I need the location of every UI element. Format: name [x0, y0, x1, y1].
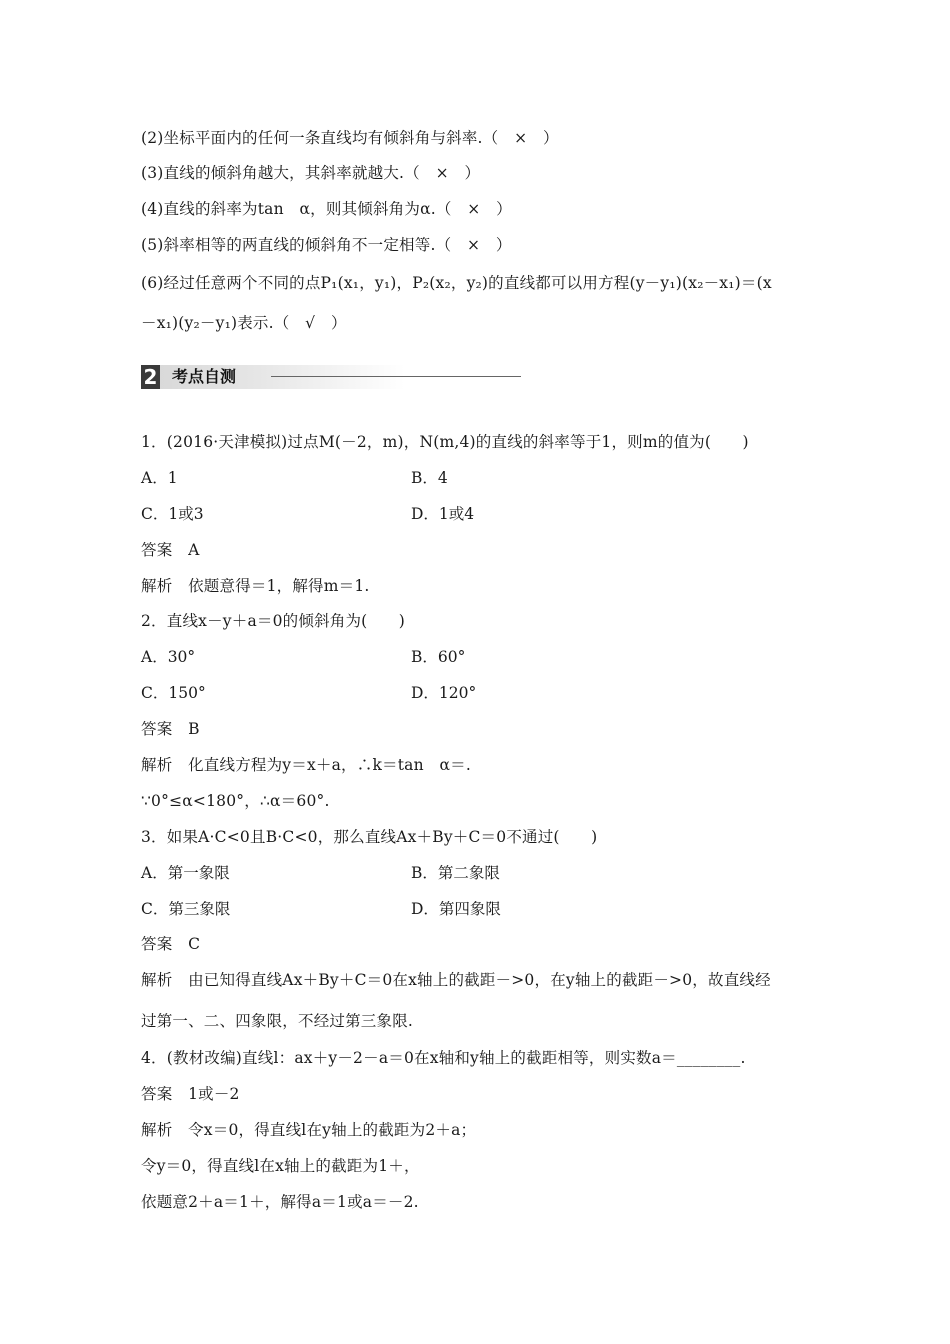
q1-option-d: D．1或4: [411, 505, 475, 523]
section-header: [141, 365, 521, 389]
section-title: 考点自测: [172, 367, 237, 386]
q2-analysis-1: 解析 化直线方程为y＝x＋a，∴k＝tan α＝.: [141, 756, 471, 774]
q3-option-c: C．第三象限: [141, 900, 231, 918]
section-title-bar: [160, 365, 405, 389]
q2-option-d: D．120°: [411, 684, 477, 702]
section-number: 2: [141, 365, 160, 389]
q2-stem: 2．直线x－y＋a＝0的倾斜角为( ): [141, 612, 406, 630]
q3-answer: 答案 C: [141, 935, 201, 953]
judgment-6: (6)经过任意两个不同的点P₁(x₁，y₁)，P₂(x₂，y₂)的直线都可以用方程(y－y₁)(x₂－x₁)＝(x: [141, 274, 772, 292]
q2-option-c: C．150°: [141, 684, 206, 702]
q1-option-b: B．4: [411, 469, 448, 487]
q3-analysis-2: 过第一、二、四象限，不经过第三象限.: [141, 1012, 414, 1030]
q3-option-d: D．第四象限: [411, 900, 501, 918]
q3-option-a: A．第一象限: [141, 864, 230, 882]
q4-stem: 4．(教材改编)直线l：ax＋y－2－a＝0在x轴和y轴上的截距相等，则实数a＝________.: [141, 1049, 746, 1067]
q4-analysis-3: 依题意2＋a＝1＋，解得a＝1或a＝－2.: [141, 1193, 419, 1211]
q4-analysis-2: 令y＝0，得直线l在x轴上的截距为1＋，: [141, 1157, 420, 1175]
q1-stem: 1．(2016·天津模拟)过点M(－2，m)，N(m,4)的直线的斜率等于1，则m的值为( ): [141, 433, 749, 451]
judgment-5: (5)斜率相等的两直线的倾斜角不一定相等.（ × ）: [141, 236, 512, 254]
section-rule: [271, 376, 521, 377]
q1-answer: 答案 A: [141, 541, 200, 559]
q3-analysis-1: 解析 由已知得直线Ax＋By＋C＝0在x轴上的截距－>0，在y轴上的截距－>0，故直线经: [141, 971, 771, 989]
q1-analysis: 解析 依题意得＝1，解得m＝1.: [141, 577, 370, 595]
q4-answer: 答案 1或－2: [141, 1085, 240, 1103]
q1-option-a: A．1: [141, 469, 178, 487]
judgment-6-cont: －x₁)(y₂－y₁)表示.（ √ ）: [141, 314, 347, 332]
judgment-2: (2)坐标平面内的任何一条直线均有倾斜角与斜率.（ × ）: [141, 129, 559, 147]
q1-option-c: C．1或3: [141, 505, 204, 523]
q2-answer: 答案 B: [141, 720, 200, 738]
q3-stem: 3．如果A·C<0且B·C<0，那么直线Ax＋By＋C＝0不通过( ): [141, 828, 598, 846]
q2-option-a: A．30°: [141, 648, 196, 666]
judgment-4: (4)直线的斜率为tan α，则其倾斜角为α.（ × ）: [141, 200, 512, 218]
judgment-3: (3)直线的倾斜角越大，其斜率就越大.（ × ）: [141, 164, 481, 182]
q2-option-b: B．60°: [411, 648, 466, 666]
q2-analysis-2: ∵0°≤α<180°，∴α＝60°.: [141, 792, 330, 810]
q3-option-b: B．第二象限: [411, 864, 500, 882]
q4-analysis-1: 解析 令x＝0，得直线l在y轴上的截距为2＋a；: [141, 1121, 477, 1139]
